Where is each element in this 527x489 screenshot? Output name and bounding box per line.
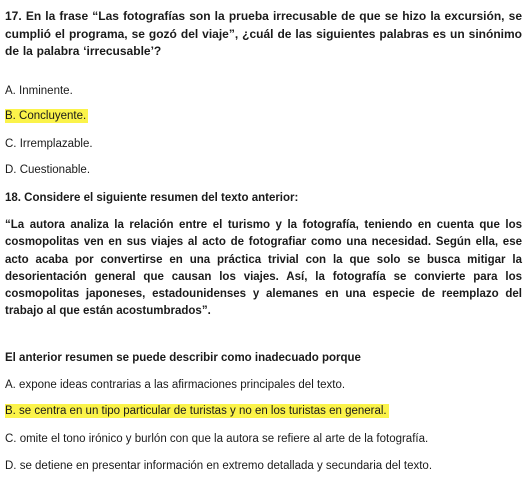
q17-option-a: A. Inminente. [5,85,73,97]
q17-option-c: C. Irremplazable. [5,138,93,150]
exam-page [5,8,522,472]
question-18-title: 18. Considere el siguiente resumen del texto anterior: [5,192,299,204]
q18-option-c: C. omite el tono irónico y burlón con que la autora se refiere al arte de la fotografía. [5,433,429,445]
q17-option-d: D. Cuestionable. [5,164,91,176]
question-18-prompt: El anterior resumen se puede describir como inadecuado porque [5,352,361,364]
q17-option-b-highlighted: B. Concluyente. [5,110,87,122]
question-17-text: 17. En la frase “Las fotografías son la prueba irrecusable de que se hizo la excursión, se cumplió el programa, se gozó del viaje”, ¿cuál de las siguientes palabras es un sinónimo de la palabra ‘irrecusable’? [5,9,522,58]
q18-option-b-highlighted: B. se centra en un tipo particular de turistas y no en los turistas en general. [5,405,387,417]
question-18-summary: “La autora analiza la relación entre el turismo y la fotografía, teniendo en cuenta que los cosmopolitas ven en sus viajes al acto de fotografiar como una necesidad. Según ella, ese acto acaba por convertirse en una práctica trivial con la que solo se busca mitigar la desorientación general que causan los viajes. Así, la fotografía se convierte para los cosmopolitas japoneses, estadounidenses y alemanes en una especie de reemplazo del trabajo al que están acostumbrados”. [5,219,522,318]
q18-option-d: D. se detiene en presentar información en extremo detallada y secundaria del texto. [5,460,433,472]
q18-option-a: A. expone ideas contrarias a las afirmaciones principales del texto. [5,379,346,391]
